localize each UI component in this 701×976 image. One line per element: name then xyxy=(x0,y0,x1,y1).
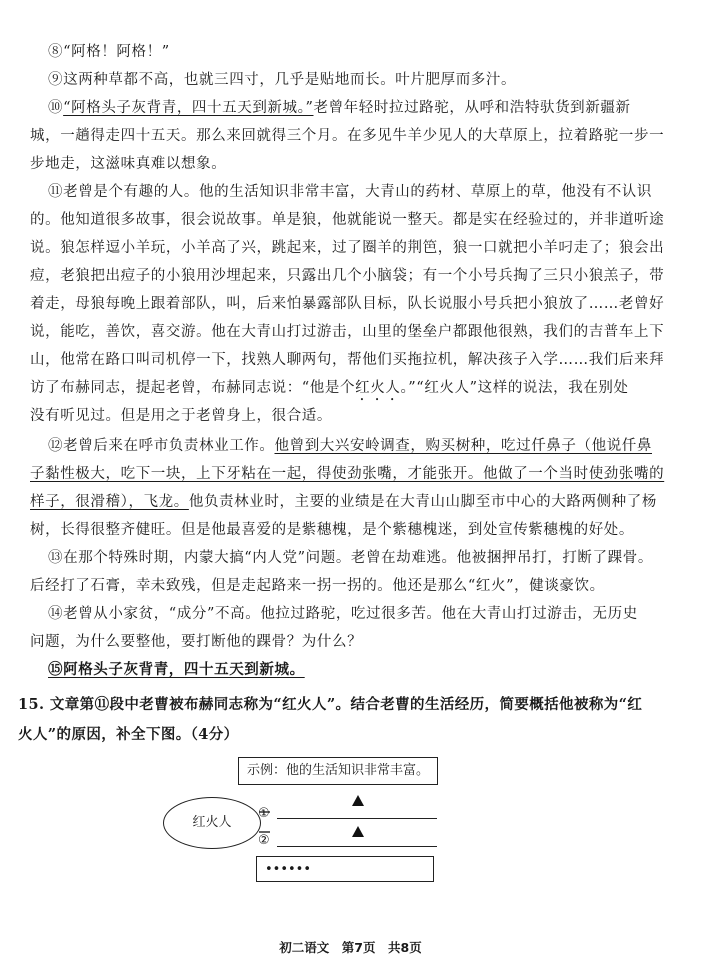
paragraph-11-line4: 痘，老狼把出痘子的小狼用沙埋起来，只露出几个小脑袋；有一个小号兵掏了三只小狼羔子，带 xyxy=(30,268,665,284)
paragraph-11-line5: 着走，母狼每晚上跟着部队，叫，后来怕暴露部队目标，队长说服小号兵把小狼放了……老曾好 xyxy=(30,296,665,312)
paragraph-8: ⑧“阿格！阿格！” xyxy=(48,44,170,60)
item-2-number: ② xyxy=(258,833,270,848)
paragraph-9: ⑨这两种草都不高，也就三四寸，几乎是贴地而长。叶片肥厚而多汁。 xyxy=(48,72,517,88)
paragraph-11-line1: ⑪老曾是个有趣的人。他的生活知识非常丰富，大青山的药材、草原上的草，他没有不认识 xyxy=(48,184,652,200)
paragraph-12-line2: 子黏性极大，吃下一块，上下牙粘在一起，得使劲张嘴，才能张开。他做了一个当时使劲张嘴的 xyxy=(30,466,665,482)
paragraph-text: 老曾年轻时拉过路驼，从呼和浩特驮货到新疆新 xyxy=(313,100,631,116)
paragraph-10-line3: 步地走，这滋味真难以想象。 xyxy=(30,156,227,172)
paragraph-14-line2: 问题，为什么要整他，要打断他的踝骨？为什么？ xyxy=(30,634,363,650)
triangle-marker-icon xyxy=(352,826,364,837)
answer-line-1[interactable] xyxy=(277,818,437,819)
triangle-marker-icon xyxy=(352,795,364,806)
emphasized-term: 红火人 xyxy=(355,380,401,396)
paragraph-14-line1: ⑭老曾从小家贫，“成分”不高。他拉过路驼，吃过很多苦。他在大青山打过游击，无历史 xyxy=(48,606,638,622)
paragraph-13-line2: 后经打了石膏，幸未致残，但是走起路来一拐一拐的。他还是那么“红火”，健谈豪饮。 xyxy=(30,578,605,594)
paragraph-13-line1: ⑬在那个特殊时期，内蒙大搞“内人党”问题。老曾在劫难逃。他被捆押吊打，打断了踝骨。 xyxy=(48,550,653,566)
item-1-number: ① xyxy=(258,806,270,821)
center-oval: 红火人 xyxy=(163,797,261,849)
paragraph-11-line3: 说。狼怎样逗小羊玩，小羊高了兴，跳起来，过了圈羊的荆笆，狼一口就把小羊叼走了；狼会出 xyxy=(30,240,665,256)
page-footer: 初二语文 第7页 共8页 xyxy=(279,940,422,955)
paragraph-number: ⑩ xyxy=(48,100,64,116)
underlined-sentence: 他曾到大兴安岭调查，购买树种，吃过仟鼻子（他说仟鼻 xyxy=(274,438,652,454)
example-box: 示例：他的生活知识非常丰富。 xyxy=(238,757,438,785)
paragraph-text: 。”“红火人”这样的说法，我在别处 xyxy=(400,380,629,396)
underlined-sentence: 样子，很滑稽），飞龙。 xyxy=(30,494,189,510)
paragraph-text: 访了布赫同志，提起老曾，布赫同志说：“他是个 xyxy=(30,380,356,396)
paragraph-10-line2: 城，一趟得走四十五天。那么来回就得三个月。在多见牛羊少见人的大草原上，拉着路驼一步一 xyxy=(30,128,665,144)
question-15-line2: 火人”的原因，补全下图。（4分） xyxy=(18,726,239,743)
underlined-quote: “阿格头子灰背青，四十五天到新城。” xyxy=(63,100,314,116)
paragraph-text: ⑫老曾后来在呼市负责林业工作。 xyxy=(48,438,275,454)
paragraph-11-line6: 说，能吃，善饮，喜交游。他在大青山打过游击，山里的堡垒户都跟他很熟，我们的吉普车上下 xyxy=(30,324,665,340)
paragraph-11-line2: 的。他知道很多故事，很会说故事。单是狼，他就能说一整天。都是实在经验过的，并非道听途 xyxy=(30,212,665,228)
question-15-line1: 15. 文章第⑪段中老曹被布赫同志称为“红火人”。结合老曹的生活经历，简要概括他被称为“红 xyxy=(18,696,643,713)
paragraph-11-line7: 山，他常在路口叫司机停一下，找熟人聊两句，帮他们买拖拉机，解决孩子入学……我们后来拜 xyxy=(30,352,665,368)
paragraph-15: ⑮阿格头子灰背青，四十五天到新城。 xyxy=(48,661,305,678)
paragraph-text: 他负责林业时，主要的业绩是在大青山山脚至市中心的大路两侧种了杨 xyxy=(188,494,657,510)
ellipsis-box: •••••• xyxy=(256,856,434,882)
answer-line-2[interactable] xyxy=(277,846,437,847)
paragraph-12-line4: 树，长得很整齐健旺。但是他最喜爱的是紫穗槐，是个紫穗槐迷，到处宣传紫穗槐的好处。 xyxy=(30,522,634,538)
paragraph-11-line9: 没有听见过。但是用之于老曾身上，很合适。 xyxy=(30,408,332,424)
